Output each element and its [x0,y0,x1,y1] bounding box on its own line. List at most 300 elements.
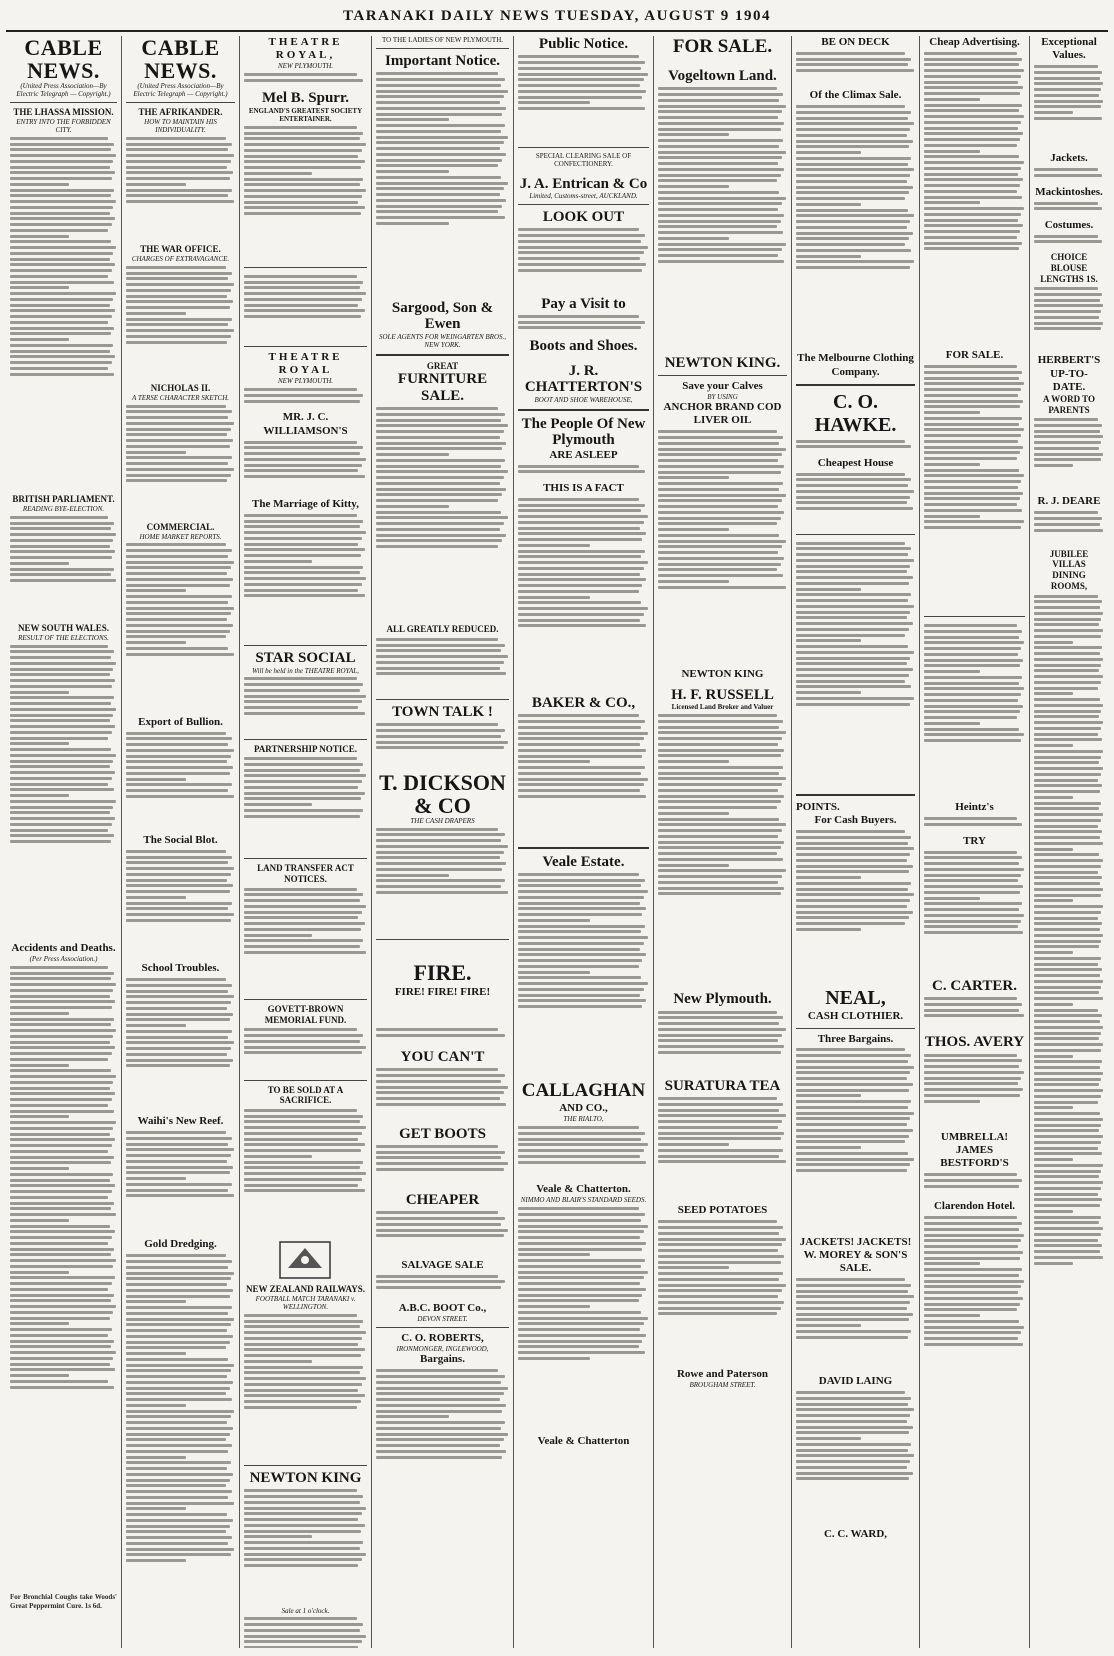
text-line [244,1541,363,1544]
text-line [376,1097,500,1100]
col7-a1: BE ON DECK [821,36,890,48]
text-line [924,879,1018,882]
col1-s2: BRITISH PARLIAMENT. [12,494,115,505]
col4-a13: A.B.C. BOOT Co., [398,1301,487,1314]
col9-a1: Exceptional Values. [1041,36,1097,62]
text-line [796,1466,907,1469]
text-block [518,1205,649,1435]
col6-a7: H. F. RUSSELL [671,686,774,703]
col3-a5-title: LAND TRANSFER ACT NOTICES. [257,863,354,885]
text-line [518,737,644,740]
text-line [1034,922,1102,925]
text-line [1034,606,1100,609]
text-line [126,549,232,552]
text-line [1034,681,1101,684]
text-block [796,1388,915,1528]
text-line [924,230,1020,233]
text-line [796,1431,909,1434]
text-line [244,594,365,597]
text-line [1034,802,1101,805]
text-line [518,760,590,763]
text-line [126,323,228,326]
text-line [244,1377,366,1380]
text-line [376,505,449,508]
masthead-title: TARANAKI DAILY NEWS TUESDAY, AUGUST 9 1904 [343,8,771,24]
text-line [924,127,1018,130]
text-line [126,312,186,315]
text-line [126,1137,232,1140]
col5-a5: Pay a Visit to [541,295,626,312]
text-line [658,714,777,717]
text-line [126,1160,227,1163]
text-line [1034,991,1099,994]
text-line [658,471,781,474]
text-line [796,830,905,833]
col5-a12b: NIMMO AND BLAIR'S STANDARD SEEDS. [520,1196,647,1205]
text-line [796,232,913,235]
col3-a4-title: PARTNERSHIP NOTICE. [253,743,358,754]
text-line [244,206,365,209]
text-line [1034,911,1101,914]
text-line [658,1016,783,1019]
text-line [376,216,505,219]
text-line [924,1185,1019,1188]
col2-s3: NICHOLAS II. [150,383,211,394]
text-line [244,571,360,574]
text-line [10,1253,111,1256]
text-line [924,1009,1019,1012]
text-line [796,507,913,510]
text-line [244,475,365,478]
text-line [126,647,228,650]
text-line [244,132,363,135]
text-line [1034,733,1098,736]
text-line [796,859,907,862]
text-line [1034,1072,1103,1075]
col5-a7: The People Of New Plymouth [521,415,646,449]
text-line [10,212,110,215]
text-line [658,887,784,890]
text-line [518,555,641,558]
text-line [658,760,729,763]
col1-s4: Accidents and Deaths. [11,941,116,954]
text-line [244,1343,358,1346]
text-line [796,440,905,443]
text-block [376,635,509,695]
text-line [796,186,913,189]
text-line [796,168,914,171]
text-line [1034,1014,1102,1017]
text-line [244,792,365,795]
text-line [10,1133,110,1136]
text-line [10,367,108,370]
text-line [658,1295,778,1298]
text-line [796,876,861,879]
col3-a9-sub: Sale at 1 o'clock. [281,1606,330,1615]
text-line [126,653,234,656]
text-line [1034,1083,1099,1086]
text-line [126,189,232,192]
col9-a4: Costumes. [1044,218,1094,231]
text-line [1034,698,1100,701]
text-line [658,1289,782,1292]
text-line [1034,1060,1102,1063]
text-line [924,365,1017,368]
col4-a15: Bargains. [420,1353,465,1366]
text-line [796,685,911,688]
text-line [924,733,1024,736]
text-line [1034,316,1099,319]
text-line [126,1387,230,1390]
text-line [244,888,357,891]
text-line [796,680,905,683]
text-line [126,624,233,627]
col9-a5: CHOICE BLOUSE LENGTHS 1S. [1040,251,1098,284]
text-line [1034,1250,1100,1253]
text-line [244,786,358,789]
text-line [376,187,504,190]
text-line [126,295,227,298]
text-line [10,829,108,832]
text-line [376,1162,508,1165]
text-line [10,1282,112,1285]
text-line [126,1415,231,1418]
text-line [1034,1175,1099,1178]
text-line [518,573,640,576]
text-line [518,783,644,786]
text-line [658,892,781,895]
text-line [1034,963,1098,966]
text-line [924,664,1020,667]
text-line [518,465,639,468]
text-line [924,480,1021,483]
text-line [518,613,644,616]
text-line [376,72,498,75]
col6-a1: FOR SALE. [672,36,773,57]
text-line [1034,738,1102,741]
text-line [924,1234,1024,1237]
text-line [376,1286,501,1289]
text-line [126,1496,228,1499]
text-line [658,1160,786,1163]
text-line [376,1404,506,1407]
text-line [796,1146,861,1149]
col7-a9b: W. MOREY & SON'S SALE. [803,1248,908,1275]
text-line [126,618,227,621]
text-line [924,451,1020,454]
text-line [518,101,590,104]
text-line [10,148,111,151]
text-line [796,145,909,148]
text-line [924,1014,1024,1017]
text-line [244,899,360,902]
col9-a3: Mackintoshes. [1035,185,1103,198]
text-line [1034,1262,1073,1265]
text-line [924,891,1020,894]
text-line [518,567,644,570]
text-line [1034,796,1073,799]
text-block [518,1123,649,1183]
text-line [796,582,909,585]
text-line [924,190,1017,193]
text-line [796,911,913,914]
col3-a3-title: STAR SOCIAL [255,650,356,666]
text-line [376,528,500,531]
text-line [244,286,360,289]
text-line [1034,418,1098,421]
text-line [126,1473,233,1476]
text-line [1034,1055,1073,1058]
text-line [796,657,910,660]
text-line [796,651,914,654]
text-line [244,809,363,812]
text-line [126,1398,232,1401]
text-line [126,978,226,981]
text-line [126,143,232,146]
text-line [10,725,115,728]
text-line [10,263,115,266]
text-line [924,862,1019,865]
text-block [796,102,915,352]
text-line [796,128,910,131]
text-line [518,936,648,939]
text-line [796,151,861,154]
col2-s3b: A TERSE CHARACTER SKETCH. [131,393,230,402]
text-line [518,965,639,968]
text-line [376,159,502,162]
text-line [1034,447,1099,450]
text-line [126,433,227,436]
text-line [376,1456,502,1459]
text-block [924,1214,1025,1414]
text-line [244,945,360,948]
text-line [924,699,1018,702]
text-line [10,1242,108,1245]
text-line [796,220,910,223]
col1-s3: NEW SOUTH WALES. [18,623,109,634]
text-line [658,191,779,194]
text-line [924,492,1023,495]
text-line [10,1265,113,1268]
text-line [244,537,362,540]
text-line [244,189,366,192]
text-line [924,1216,1017,1219]
text-line [658,1232,779,1235]
text-line [796,611,910,614]
text-line [924,104,1022,107]
text-line [126,630,230,633]
text-line [658,214,784,217]
text-line [924,856,1022,859]
text-line [376,1156,501,1159]
text-line [518,772,641,775]
col5-a6: J. R. CHATTERTON'S [524,362,643,396]
text-line [658,517,781,520]
text-line [244,683,363,686]
col4-a11: CHEAPER [405,1192,480,1209]
text-line [658,881,778,884]
text-line [126,1369,231,1372]
text-line [796,1443,911,1446]
text-line [518,596,590,599]
text-line [1034,511,1098,514]
text-line [658,465,784,468]
text-line [376,1028,498,1031]
text-line [518,1155,640,1158]
text-line [126,1254,226,1257]
text-line [10,545,110,548]
text-line [126,607,234,610]
text-line [244,1535,312,1538]
text-line [244,1553,366,1556]
text-line [1034,836,1100,839]
text-line [10,645,108,648]
text-line [126,913,234,916]
text-block [244,1026,367,1076]
text-line [10,1311,113,1314]
text-line [796,1391,905,1394]
col1-heading: CABLE NEWS. [24,36,103,84]
text-line [126,318,232,321]
text-line [126,1030,232,1033]
text-line [126,1277,231,1280]
text-line [126,1143,228,1146]
text-line [924,207,1024,210]
text-line [10,189,114,192]
text-block [126,134,235,244]
text-line [10,834,114,837]
text-line [126,890,230,893]
text-line [658,783,782,786]
text-line [1034,830,1102,833]
text-line [126,1427,233,1430]
col4-a8b: FIRE! FIRE! FIRE! [394,985,491,998]
text-line [1034,1095,1101,1098]
text-line [10,154,116,157]
text-line [924,722,980,725]
text-line [244,441,357,444]
text-line [796,1117,910,1120]
text-line [1034,825,1098,828]
text-line [10,327,114,330]
text-line [924,515,980,518]
text-line [10,668,113,671]
text-line [658,1028,786,1031]
text-line [376,90,508,93]
text-line [126,1381,233,1384]
text-line [796,616,907,619]
text-line [658,789,778,792]
text-line [244,1646,358,1648]
text-line [658,545,782,548]
text-line [126,1189,228,1192]
text-line [1034,1043,1103,1046]
text-line [518,1005,642,1008]
text-line [244,803,312,806]
text-line [1034,453,1103,456]
text-line [10,1029,116,1032]
text-line [658,511,784,514]
text-line [924,423,1019,426]
text-line [376,459,505,462]
text-line [658,812,729,815]
text-line [658,1132,784,1135]
text-line [126,289,231,292]
text-line [10,344,113,347]
text-line [796,922,905,925]
text-line [126,1177,186,1180]
text-line [126,451,186,454]
text-line [924,1320,1019,1323]
text-line [10,1115,69,1118]
text-line [10,1230,115,1233]
text-line [796,1100,911,1103]
text-line [244,934,312,937]
text-line [244,695,366,698]
text-line [10,556,112,559]
text-line [518,743,640,746]
text-line [796,1295,914,1298]
text-line [658,202,782,205]
text-line [10,1340,114,1343]
text-line [924,851,1017,854]
text-line [1034,1256,1103,1259]
text-line [518,1236,640,1239]
text-line [10,1127,113,1130]
text-line [1034,458,1101,461]
text-line [10,673,110,676]
text-line [126,641,186,644]
col1-s1: THE LHASSA MISSION. [13,107,114,118]
text-line [924,874,1021,877]
text-line [244,195,362,198]
text-line [244,304,358,307]
text-line [658,766,783,769]
text-line [376,534,506,537]
col1-s3b: RESULT OF THE ELECTIONS. [18,633,109,642]
text-line [376,1280,505,1283]
text-line [10,166,110,169]
text-line [10,1087,110,1090]
text-line [796,1454,914,1457]
text-line [518,907,646,910]
text-line [244,292,366,295]
col6-a9: SURATURA TEA [664,1077,781,1094]
col2-heading: CABLE NEWS. [141,36,220,84]
text-line [244,1166,360,1169]
text-line [1034,618,1101,621]
text-line [244,589,358,592]
text-line [10,1104,108,1107]
text-block [376,1066,509,1126]
text-line [1034,968,1102,971]
col4-a8: FIRE. [413,959,472,985]
text-line [1034,1158,1073,1161]
text-line [924,138,1020,141]
text-line [126,1064,230,1067]
text-line [10,206,113,209]
text-line [796,542,905,545]
text-line [244,1558,362,1561]
text-line [518,527,640,530]
text-line [924,377,1019,380]
text-line [518,1207,639,1210]
text-line [244,212,361,215]
text-line [244,677,357,680]
text-line [1034,715,1099,718]
text-line [126,612,231,615]
text-line [10,972,114,975]
